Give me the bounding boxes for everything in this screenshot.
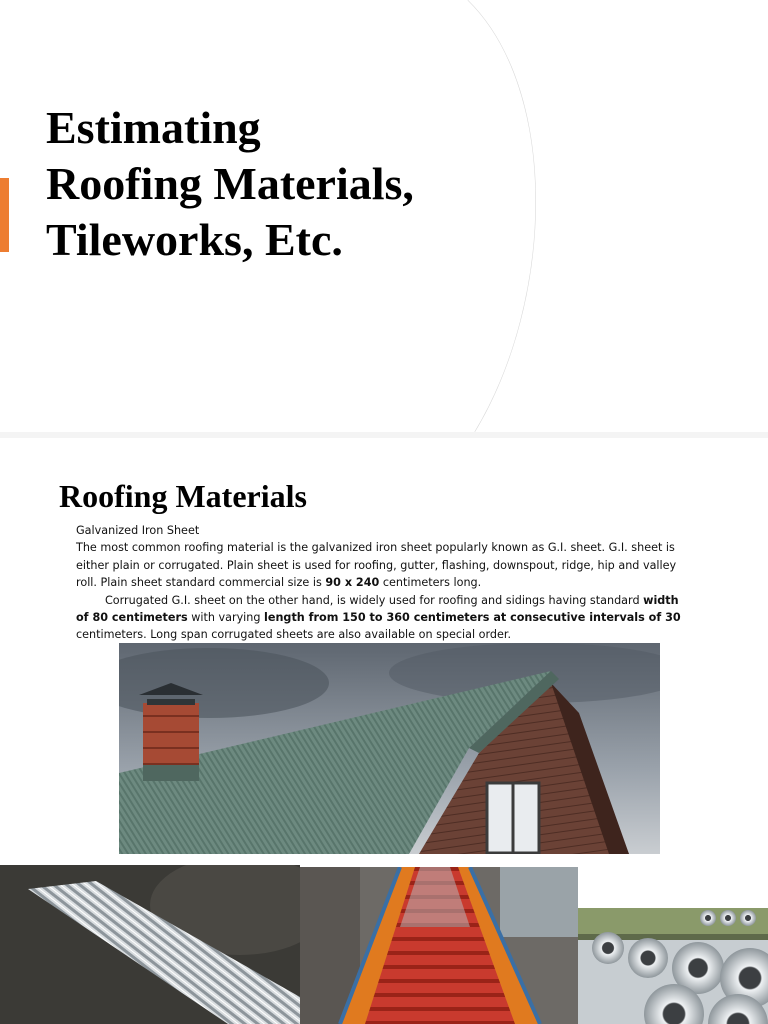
- paragraph-1: [76, 539, 692, 591]
- steel-coils-photo: [578, 908, 768, 1024]
- corrugated-sheet-photo: [0, 865, 300, 1024]
- text-run: Corrugated G.I. sheet on the other hand, is widely used for roofing and sidings having standard: [105, 593, 644, 607]
- title-line: Roofing Materials,: [46, 158, 414, 209]
- roof-photo: [119, 643, 660, 854]
- title-slide: [0, 0, 768, 432]
- slide-title: [46, 100, 516, 268]
- body-text: [76, 522, 692, 644]
- title-line: Tileworks, Etc.: [46, 214, 343, 265]
- accent-bar: [0, 178, 9, 252]
- title-line: Estimating: [46, 102, 261, 153]
- subtitle: Galvanized Iron Sheet: [76, 524, 200, 537]
- content-slide: [0, 438, 768, 1024]
- text-run: with varying: [187, 611, 265, 625]
- text-run: The most common roofing material is the galvanized iron sheet popularly known as G.I. sheet. G.I. sheet is either plain or corrugated. Plain sheet is used for roofing, gutter, flashing, downspout, ridge, hip and valley roll. Plain sheet standard commercial size is: [76, 541, 677, 590]
- paragraph-2: [76, 592, 692, 644]
- text-run: centimeters. Long span corrugated sheets are also available on special order.: [76, 628, 512, 642]
- roll-forming-machine-photo: [300, 867, 578, 1024]
- text-run-bold: 90 x 240: [325, 576, 380, 590]
- text-run: centimeters long.: [379, 576, 482, 590]
- text-run-bold: length from 150 to 360 centimeters at consecutive intervals of 30: [264, 611, 681, 625]
- section-title: Roofing Materials: [59, 478, 307, 514]
- text-run-bold: width of 80 centimeters: [76, 593, 679, 625]
